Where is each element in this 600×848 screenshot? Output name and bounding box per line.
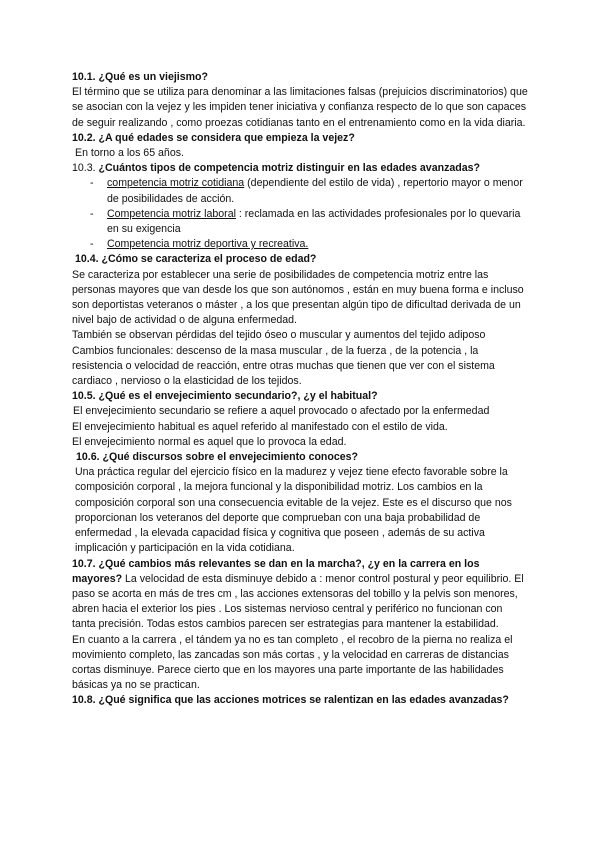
question-10-7: 10.7. ¿Qué cambios más relevantes se dan en la marcha?, ¿y en la carrera en los mayores? <box>72 557 480 585</box>
answer-10-4-b: También se observan pérdidas del tejido óseo o muscular y aumentos del tejido adiposo Cambios funcionales: descenso de la masa muscular , de la fuerza , de la potencia , la resistencia o velocidad de reacción, entre otras muchas que tienen que ver con el sistema cardiaco , nervioso o la elasticidad de los tejidos. <box>72 329 495 388</box>
competence-types-list <box>72 176 528 252</box>
question-10-3-text: ¿Cuántos tipos de competencia motriz distinguir en las edades avanzadas? <box>98 162 480 175</box>
list-item <box>90 207 528 237</box>
list-item-term: competencia motriz cotidiana <box>107 177 245 190</box>
answer-10-2: En torno a los 65 años. <box>75 147 184 160</box>
question-10-3 <box>72 161 528 176</box>
question-10-6: 10.6. ¿Qué discursos sobre el envejecimiento conoces? <box>76 451 359 464</box>
question-10-8: 10.8. ¿Qué significa que las acciones motrices se ralentizan en las edades avanzadas? <box>72 694 509 707</box>
answer-10-4-a: Se caracteriza por establecer una serie de posibilidades de competencia motriz entre las personas mayores que van desde los que son autónomos , están en muy buena forma e incluso son deportistas veteranos o máster , a los que presentan algún tipo de dificultad derivada de un nivel bajo de actividad o de alguna enfermedad. <box>72 268 524 327</box>
question-10-5: 10.5. ¿Qué es el envejecimiento secundario?, ¿y el habitual? <box>72 390 378 403</box>
answer-10-7-b: En cuanto a la carrera , el tándem ya no es tan completo , el recobro de la pierna no realiza el movimiento completo, las zancadas son más cortas , y la velocidad en carreras de distancias cortas disminuye. Parece cierto que en los mayores una parte importante de las habilidades básicas ya no se practican. <box>72 633 513 692</box>
list-item-desc: : reclamada en las actividades profesionales por lo quevaria en su exigencia <box>107 207 521 236</box>
answer-10-5-c: El envejecimiento normal es aquel que lo provoca la edad. <box>72 435 347 448</box>
list-item-term: Competencia motriz deportiva y recreativa. <box>107 238 309 251</box>
list-item-term: Competencia motriz laboral <box>107 207 236 220</box>
section-10-7 <box>72 557 528 633</box>
question-10-4: 10.4. ¿Cómo se caracteriza el proceso de edad? <box>75 253 317 266</box>
question-10-3-number: 10.3. <box>72 162 96 175</box>
list-item <box>90 237 528 252</box>
answer-10-1: El término que se utiliza para denominar a las limitaciones falsas (prejuicios discriminatorios) que se asocian con la vejez y les impiden tener iniciativa y confianza respecto de lo que son capaces de seguir realizando , como proezas cotidianas tanto en el entrenamiento como en la vida diaria. <box>72 86 528 129</box>
answer-10-5-a: El envejecimiento secundario se refiere a aquel provocado o afectado por la enfermedad <box>73 405 490 418</box>
list-item <box>90 176 528 206</box>
list-item-desc: (dependiente del estilo de vida) , repertorio mayor o menor de posibilidades de acción. <box>107 177 523 205</box>
document-page <box>72 70 528 709</box>
answer-10-7-a: La velocidad de esta disminuye debido a : menor control postural y peor equilibrio. El paso se acorta en más de tres cm , las acciones extensoras del tobillo y la pelvis son menores, abren hacia el exterior los pies . Los sistemas nervioso central y periférico no funcionan con tanta precisión. Todas estos cambios parecen ser estrategias para mantener la estabilidad. <box>72 572 524 631</box>
answer-10-5-b: El envejecimiento habitual es aquel referido al manifestado con el estilo de vida. <box>72 420 448 433</box>
question-10-2: 10.2. ¿A qué edades se considera que empieza la vejez? <box>72 131 355 144</box>
question-10-1: 10.1. ¿Qué es un viejismo? <box>72 71 209 83</box>
answer-10-6: Una práctica regular del ejercicio físico en la madurez y vejez tiene efecto favorable sobre la composición corporal , la mejora funcional y la disponibilidad motriz. Los cambios en la composición corporal son una consecuencia evitable de la vejez. Este es el discurso que nos proporcionan los veteranos del deporte que comprueban con una baja probabilidad de enfermedad , la elevada capacidad física y cognitiva que poseen , además de su activa implicación y participación en la vida cotidiana. <box>75 466 512 555</box>
